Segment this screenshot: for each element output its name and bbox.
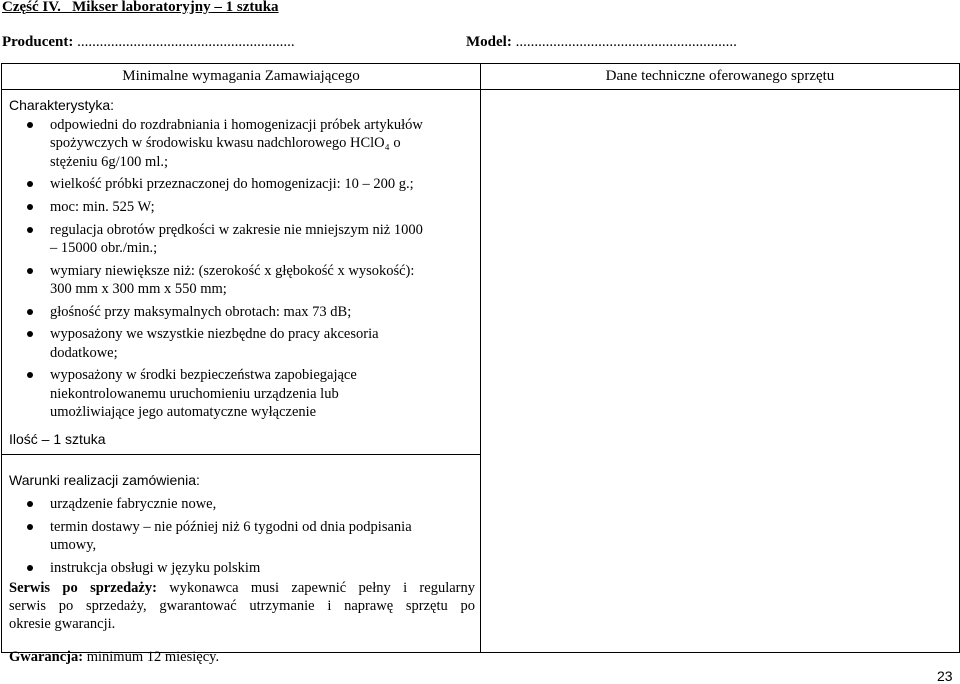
offered-specs-header: Dane techniczne oferowanego sprzętu (481, 64, 960, 90)
characteristic-item-line: moc: min. 525 W; (50, 199, 155, 215)
service-line3: okresie gwarancji. (9, 616, 116, 632)
service-line2: serwis po sprzedaży, gwarantować utrzymanie i naprawę sprzętu po (9, 598, 475, 614)
characteristic-bullet-icon (27, 268, 33, 274)
producer-line (2, 34, 295, 51)
characteristic-item-line: regulacja obrotów prędkości w zakresie nie mniejszym niż 1000 (50, 221, 423, 238)
page-number: 23 (937, 668, 953, 684)
requirements-header: Minimalne wymagania Zamawiającego (2, 64, 481, 90)
quantity-label: Ilość (9, 431, 38, 447)
condition-bullet-icon (27, 565, 33, 571)
characteristic-bullet-icon (27, 372, 33, 378)
characteristic-item-line: wielkość próbki przeznaczonej do homogenizacji: 10 – 200 g.; (50, 176, 414, 193)
quantity-line: Ilość – 1 sztuka (9, 431, 106, 447)
model-dots: ........................................................... (515, 34, 737, 50)
characteristic-item-line: 300 mm x 300 mm x 550 mm; (50, 281, 227, 297)
characteristic-item-line: spożywczych w środowisku kwasu nadchlorowego HClO₄ o (50, 135, 401, 152)
condition-item-line: urządzenie fabrycznie nowe, (50, 496, 217, 512)
condition-item-line: instrukcja obsługi w języku polskim (50, 559, 261, 576)
condition-bullet-icon (27, 524, 33, 530)
service-line1: wykonawca musi zapewnić pełny i regularny (169, 580, 475, 596)
service-paragraph (9, 579, 475, 633)
requirements-table (1, 63, 960, 665)
characteristic-item-line: odpowiedni do rozdrabniania i homogenizacji próbek artykułów (50, 117, 423, 133)
producer-label: Producent: (2, 34, 74, 50)
part-qty: 1 sztuka (225, 0, 279, 15)
characteristic-bullet-icon (27, 227, 33, 233)
condition-item-line: umowy, (50, 537, 97, 553)
characteristic-item-line: umożliwiające jego automatyczne wyłączenie (50, 404, 317, 420)
part-heading: Część IV. Mikser laboratoryjny – 1 sztuka (2, 0, 279, 15)
conditions-title: Warunki realizacji zamówienia: (9, 472, 200, 488)
characteristic-item-line: niekontrolowanemu uruchomieniu urządzenia lub (50, 385, 339, 402)
characteristic-item-line: – 15000 obr./min.; (50, 240, 158, 256)
characteristic-item-line: głośność przy maksymalnych obrotach: max 73 dB; (50, 303, 352, 320)
warranty-line (9, 648, 219, 666)
characteristic-bullet-icon (27, 122, 33, 128)
characteristics-label: Charakterystyka: (9, 97, 115, 113)
characteristic-item-line: wyposażony w środki bezpieczeństwa zapobiegające (50, 367, 357, 384)
quantity-value: 1 sztuka (53, 431, 106, 447)
characteristic-item-line: wyposażony we wszystkie niezbędne do pracy akcesoria (50, 326, 379, 343)
section-divider (2, 454, 480, 455)
characteristic-bullet-icon (27, 181, 33, 187)
characteristic-bullet-icon (27, 331, 33, 337)
part-title: Mikser laboratoryjny (72, 0, 211, 15)
condition-bullet-icon (27, 501, 33, 507)
requirements-cell (2, 90, 481, 665)
characteristic-item-line: wymiary niewiększe niż: (szerokość x głębokość x wysokość): (50, 262, 415, 279)
service-label: Serwis po sprzedaży: (9, 580, 157, 596)
model-line (466, 34, 737, 51)
part-label: Część IV. (2, 0, 61, 15)
condition-item-line: termin dostawy – nie później niż 6 tygodni od dnia podpisania (50, 518, 412, 535)
warranty-label: Gwarancja: (9, 649, 84, 665)
warranty-value: minimum 12 miesięcy. (86, 649, 220, 665)
characteristic-item-line: dodatkowe; (50, 344, 118, 361)
offered-specs-cell (481, 90, 960, 653)
model-label: Model: (466, 34, 512, 50)
characteristic-bullet-icon (27, 309, 33, 315)
characteristic-item-line: stężeniu 6g/100 ml.; (50, 153, 168, 170)
characteristic-bullet-icon (27, 204, 33, 210)
producer-dots: .......................................................... (77, 34, 295, 50)
